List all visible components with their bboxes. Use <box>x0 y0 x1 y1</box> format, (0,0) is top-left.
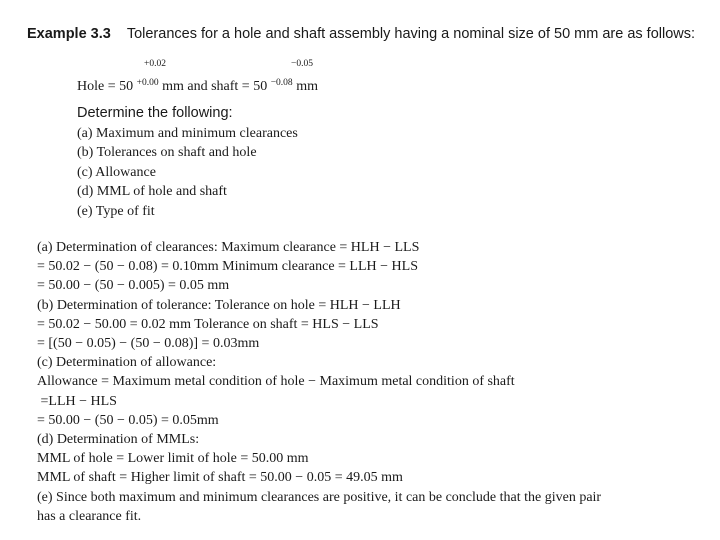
problem-statement: Tolerances for a hole and shaft assembly having a nominal size of 50 mm are as follows: <box>126 26 696 42</box>
task-item: (b) Tolerances on shaft and hole <box>77 145 257 160</box>
hole-upper-deviation: +0.02 <box>144 59 166 69</box>
solution-line: =LLH − HLS <box>37 393 117 409</box>
solution-line: MML of hole = Lower limit of hole = 50.00 mm <box>37 451 309 467</box>
shaft-lower-deviation: −0.08 <box>270 78 293 88</box>
determine-heading: Determine the following: <box>77 105 233 121</box>
solution-line: Allowance = Maximum metal condition of hole − Maximum metal condition of shaft <box>37 374 515 390</box>
solution-line: = 50.02 − 50.00 = 0.02 mm Tolerance on shaft = HLS − LLS <box>37 316 379 332</box>
solution-line: = 50.00 − (50 − 0.005) = 0.05 mm <box>37 278 230 294</box>
solution-line: (e) Since both maximum and minimum clearances are positive, it can be conclude that the given pair <box>37 489 602 505</box>
solution-line: (d) Determination of MMLs: <box>37 432 200 448</box>
solution-line: = 50.02 − (50 − 0.08) = 0.10mm Minimum clearance = LLH − HLS <box>37 259 418 275</box>
solution-line: (b) Determination of tolerance: Tolerance on hole = HLH − LLH <box>37 297 401 313</box>
solution-line: MML of shaft = Higher limit of shaft = 50.00 − 0.05 = 49.05 mm <box>37 470 403 486</box>
hole-prefix: Hole = 50 <box>77 79 134 94</box>
task-item: (e) Type of fit <box>77 203 155 219</box>
solution-line: = 50.00 − (50 − 0.05) = 0.05mm <box>37 412 219 428</box>
solution-line: has a clearance fit. <box>37 508 142 524</box>
task-list <box>77 104 298 221</box>
solution-line: (a) Determination of clearances: Maximum clearance = HLH − LLS <box>37 240 420 255</box>
solution-line: (c) Determination of allowance: <box>37 355 217 371</box>
hole-suffix: mm and shaft = 50 <box>162 79 268 94</box>
formula-line <box>77 78 318 95</box>
hole-lower-deviation: +0.00 <box>136 78 159 88</box>
shaft-suffix: mm <box>296 79 318 94</box>
task-item: (a) Maximum and minimum clearances <box>77 125 298 141</box>
shaft-upper-deviation: −0.05 <box>291 59 313 69</box>
solution-text <box>37 238 687 526</box>
task-item: (d) MML of hole and shaft <box>77 184 227 199</box>
example-label: Example 3.3 <box>27 26 111 42</box>
tolerance-formula <box>77 57 437 93</box>
task-item: (c) Allowance <box>77 164 156 180</box>
solution-line: = [(50 − 0.05) − (50 − 0.08)] = 0.03mm <box>37 336 260 352</box>
problem-header <box>27 26 707 42</box>
